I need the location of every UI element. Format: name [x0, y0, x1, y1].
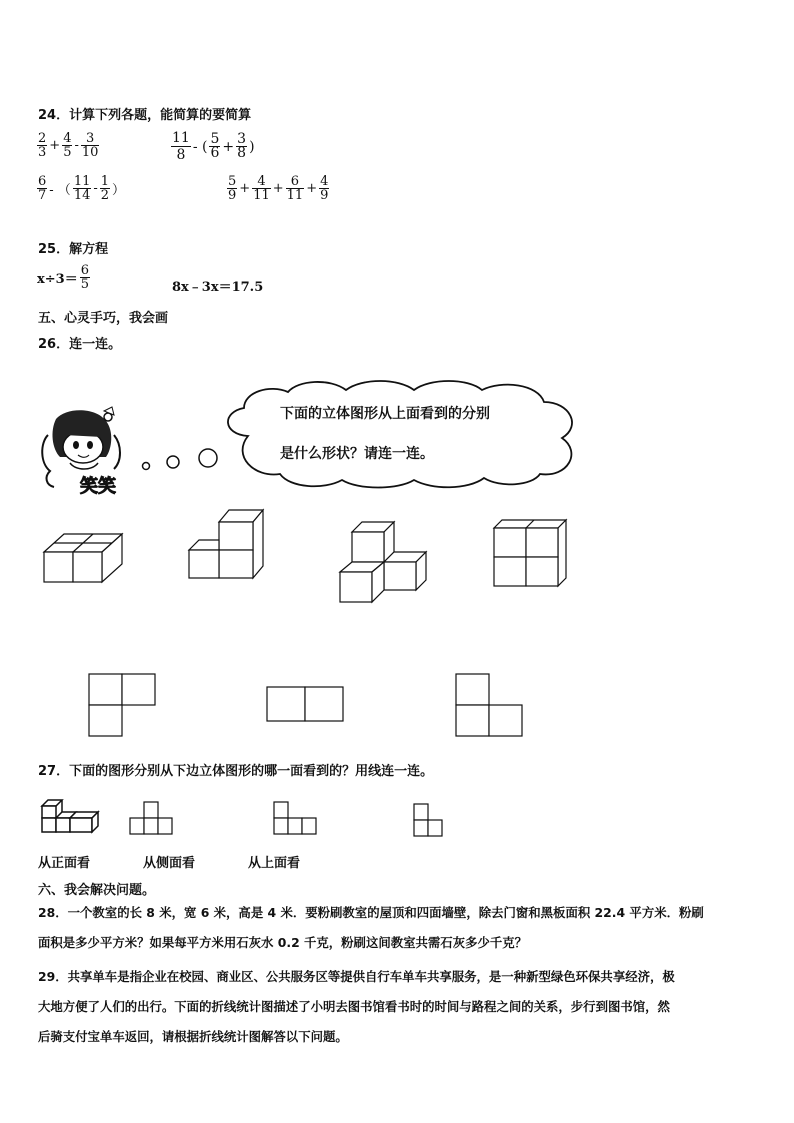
q24-expression-2: $\frac{11}{8}$ - ( $\frac{5}{6}$ + $\frac{3}{8}$ ) [172, 130, 255, 163]
q28-line-1: 28．一个教室的长 8 米，宽 6 米，高是 4 米．要粉刷教室的屋顶和四面墙壁，除去门窗和黑板面积 22.4 平方米．粉刷 [38, 905, 704, 920]
section-6-heading: 六、我会解决问题。 [38, 883, 156, 898]
q28-text [38, 898, 760, 958]
q24-expression-3: $\frac{6}{7}$ - （ $\frac{11}{14}$ - $\frac{1}{2}$ ） [38, 174, 126, 203]
q24-expression-1: $\frac{2}{3}$ + $\frac{4}{5}$ - $\frac{3}{10}$ [38, 131, 99, 160]
q27-title: 27．下面的图形分别从下边立体图形的哪一面看到的？用线连一连。 [38, 764, 434, 779]
q29-text [38, 962, 760, 1052]
top-view-shape-2 [266, 686, 346, 724]
view-label-side: 从侧面看 [143, 856, 196, 871]
bubble-text-line-2: 是什么形状？请连一连。 [280, 446, 434, 462]
solid-shape-1 [40, 520, 130, 584]
q27-solid-figure [38, 796, 102, 836]
q25-title: 25．解方程 [38, 242, 109, 257]
section-5-heading: 五、心灵手巧，我会画 [38, 311, 169, 326]
character-name-label: 笑笑 [80, 476, 116, 497]
thought-dots [140, 446, 220, 474]
bubble-text-line-1: 下面的立体图形从上面看到的分别 [280, 406, 490, 422]
view-label-top: 从上面看 [248, 856, 301, 871]
top-view-shape-1 [88, 673, 158, 739]
q24-title: 24．计算下列各题，能简算的要简算 [38, 108, 252, 123]
q29-line-3: 后骑支付宝单车返回，请根据折线统计图解答以下问题。 [38, 1029, 348, 1044]
top-view-shape-3 [455, 673, 525, 739]
q26-title: 26．连一连。 [38, 337, 122, 352]
solid-shape-3 [338, 518, 430, 604]
q29-line-2: 大地方便了人们的出行。下面的折线统计图描述了小明去图书馆看书时的时间与路程之间的关系，步行到图书馆，然 [38, 999, 670, 1014]
solid-shape-4 [490, 516, 570, 588]
q24-expression-4: $\frac{5}{9}$ + $\frac{4}{11}$ + $\frac{6}{11}$ + $\frac{4}{9}$ [228, 174, 329, 203]
q29-line-1: 29．共享单车是指企业在校园、商业区、公共服务区等提供自行车单车共享服务，是一种新型绿色环保共享经济，极 [38, 969, 675, 984]
view-label-front: 从正面看 [38, 856, 91, 871]
q27-view-2 [272, 800, 322, 836]
q25-equation-2: 8x﹣3x＝17.5 [172, 280, 264, 295]
solid-shape-2 [185, 508, 265, 582]
q25-equation-1: x÷3＝ $\frac{6}{5}$ [37, 263, 89, 292]
q28-line-2: 面积是多少平方米？如果每平方米用石灰水 0.2 千克，粉刷这间教室共需石灰多少千克？ [38, 935, 528, 950]
thought-cloud [218, 378, 586, 488]
q27-view-1 [128, 800, 178, 836]
q27-view-3 [412, 802, 452, 838]
